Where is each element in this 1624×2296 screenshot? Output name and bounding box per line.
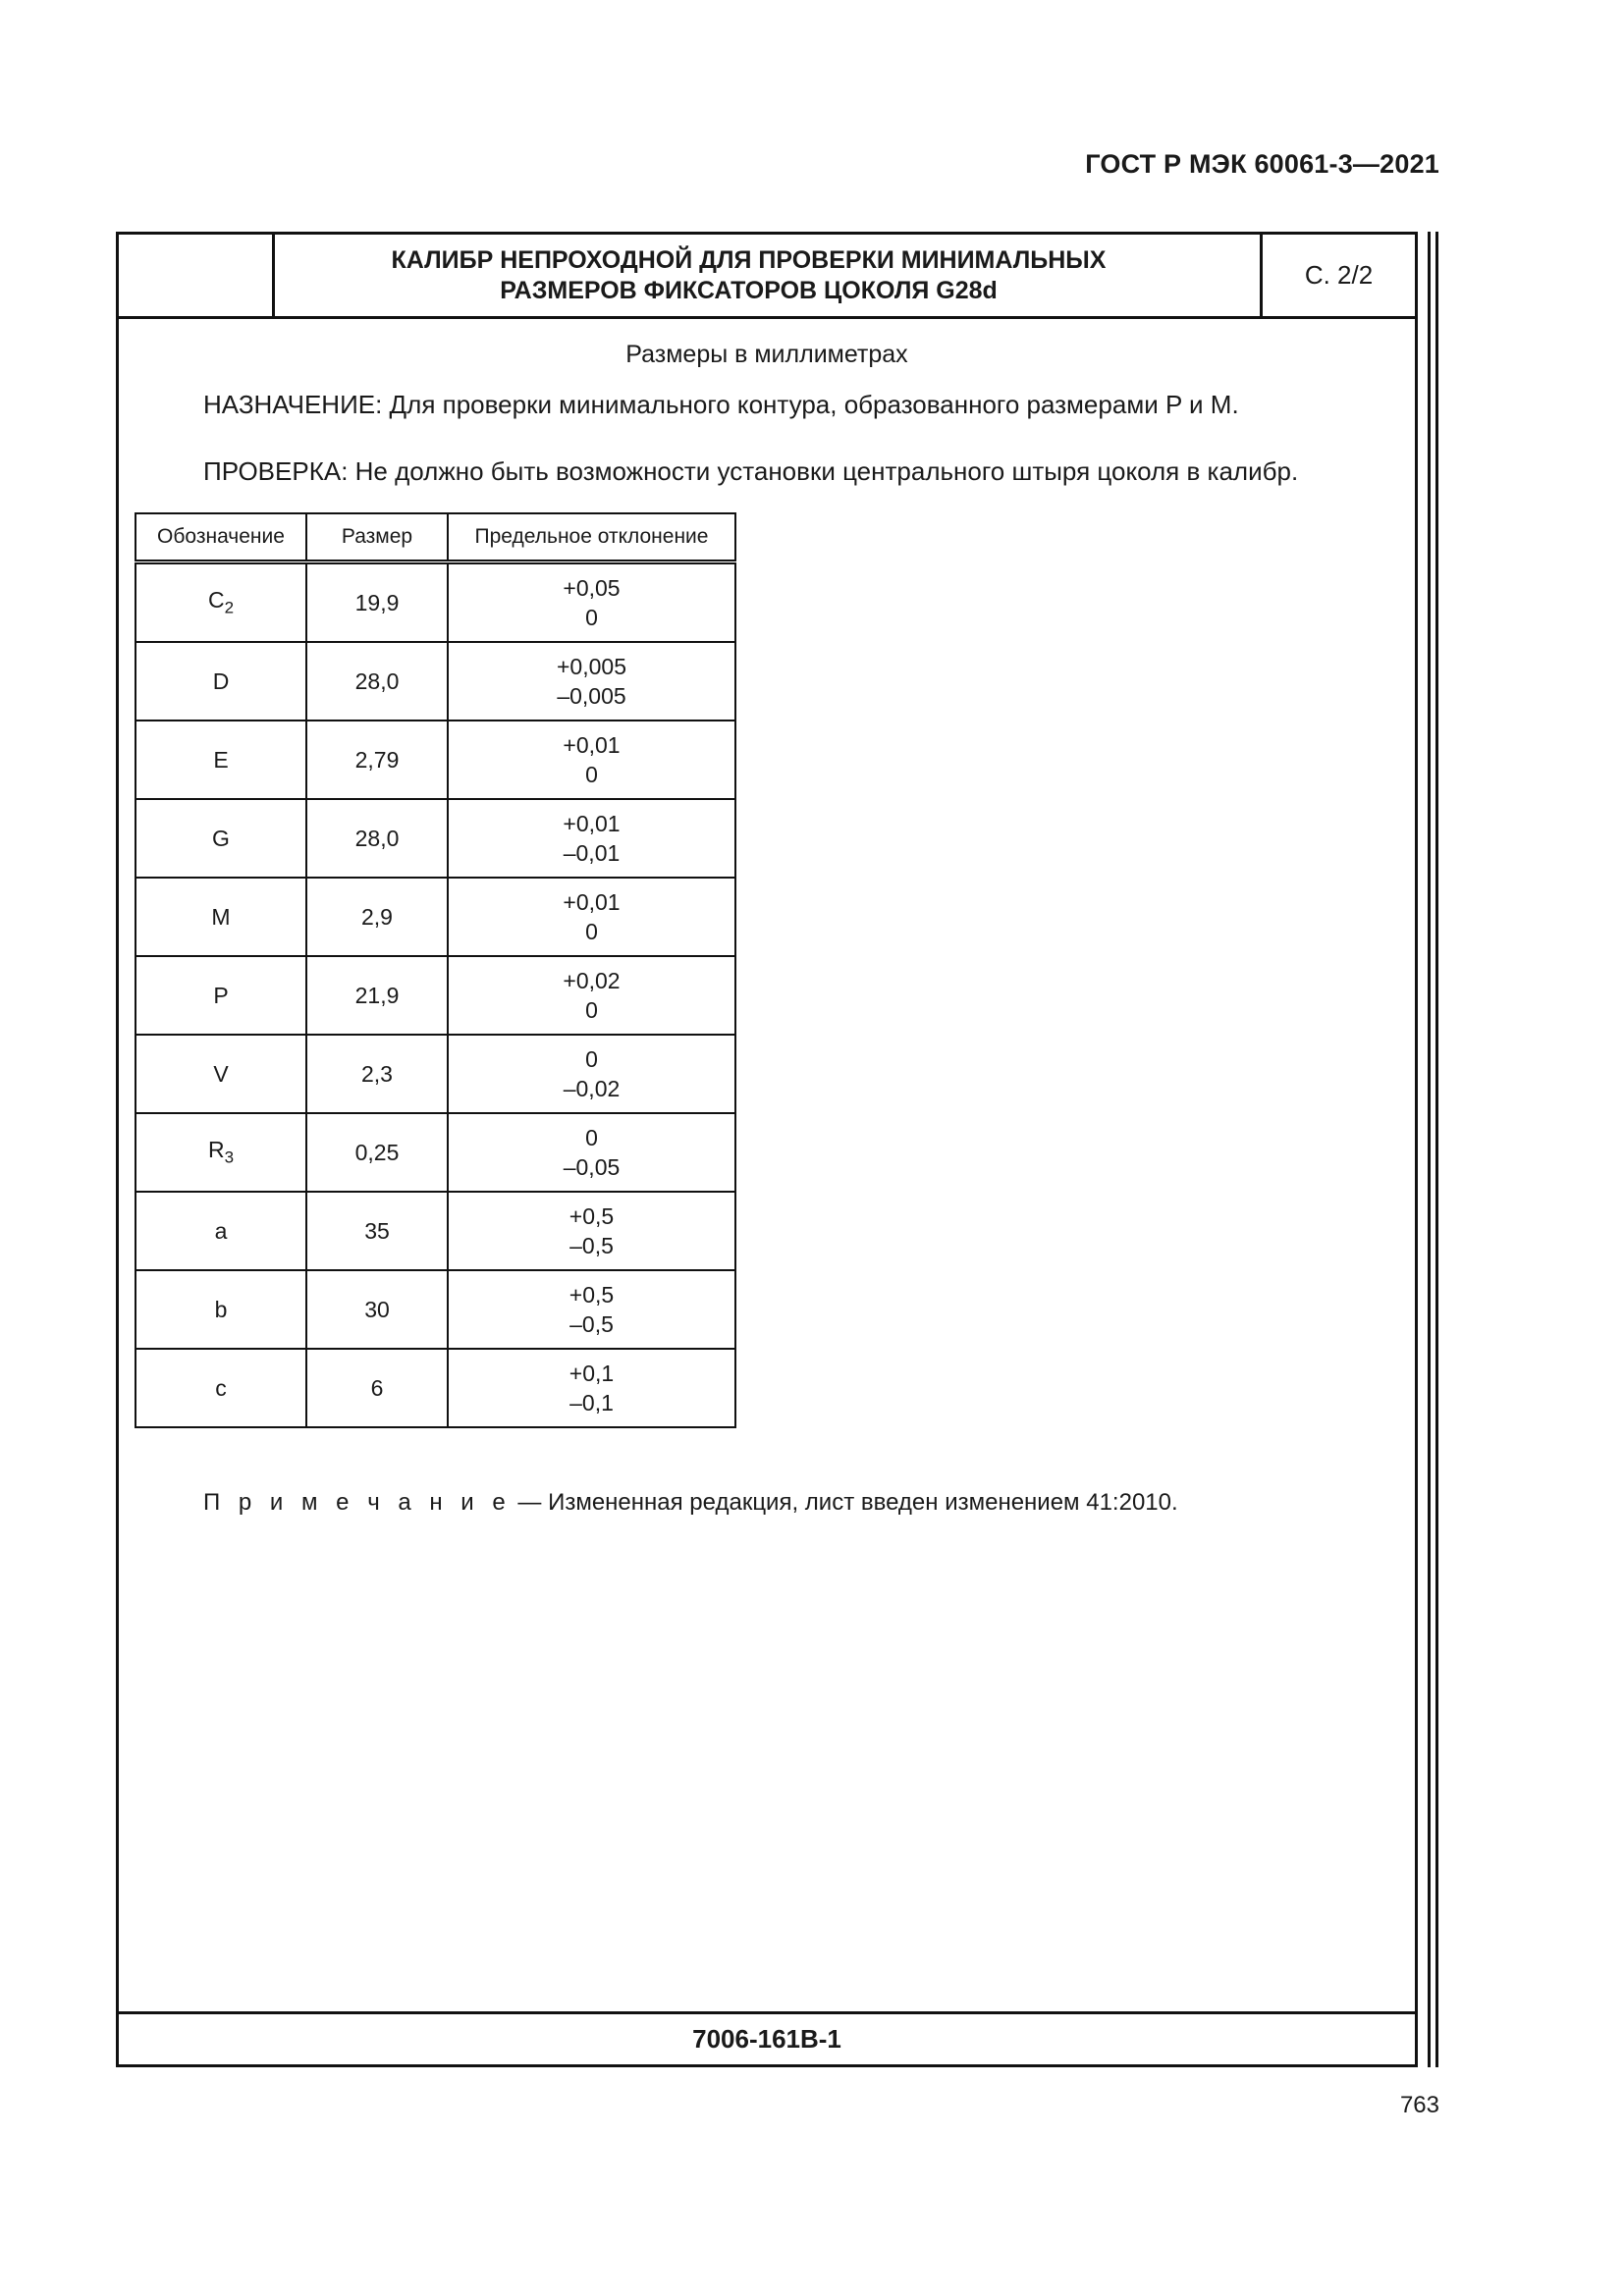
cell-deviation bbox=[448, 956, 735, 1035]
cell-deviation bbox=[448, 721, 735, 799]
cell-size: 28,0 bbox=[306, 799, 448, 878]
check-text: ПРОВЕРКА: Не должно быть возможности установки центрального штыря цоколя в калибр. bbox=[203, 456, 1299, 486]
deviation-upper: 0 bbox=[585, 1046, 598, 1072]
deviation-stack bbox=[449, 1201, 734, 1260]
cell-size: 6 bbox=[306, 1349, 448, 1427]
deviation-lower: –0,02 bbox=[563, 1076, 621, 1101]
sheet-frame bbox=[116, 232, 1418, 2067]
deviation-stack bbox=[449, 1044, 734, 1103]
symbol-letter: V bbox=[213, 1060, 229, 1087]
symbol-subscript: 2 bbox=[224, 598, 235, 617]
symbol-letter: C bbox=[207, 587, 225, 614]
cell-deviation bbox=[448, 1270, 735, 1349]
deviation-lower: 0 bbox=[585, 762, 598, 787]
deviation-upper: +0,01 bbox=[563, 732, 621, 758]
cell-deviation bbox=[448, 1113, 735, 1192]
deviation-upper: +0,5 bbox=[568, 1282, 615, 1308]
deviation-upper: +0,1 bbox=[568, 1361, 615, 1386]
deviation-stack bbox=[449, 1280, 734, 1339]
table-header-row bbox=[135, 513, 735, 562]
deviation-stack bbox=[449, 573, 734, 632]
deviation-stack bbox=[449, 966, 734, 1025]
note-text: — Измененная редакция, лист введен изменением 41:2010. bbox=[511, 1489, 1178, 1516]
page-number: 763 bbox=[1399, 2092, 1439, 2118]
dimensions-table bbox=[135, 512, 736, 1428]
deviation-lower: –0,5 bbox=[569, 1233, 614, 1258]
sheet-side-rule bbox=[1435, 232, 1438, 2067]
deviation-lower: 0 bbox=[585, 997, 598, 1023]
cell-size: 28,0 bbox=[306, 642, 448, 721]
sheet-title bbox=[275, 235, 1222, 316]
cell-symbol bbox=[135, 799, 306, 878]
deviation-upper: +0,005 bbox=[557, 654, 626, 679]
deviation-lower: 0 bbox=[585, 919, 598, 944]
deviation-upper: 0 bbox=[585, 1125, 598, 1150]
deviation-lower: –0,1 bbox=[569, 1390, 614, 1415]
cell-symbol bbox=[135, 721, 306, 799]
cell-symbol bbox=[135, 1349, 306, 1427]
cell-symbol bbox=[135, 1192, 306, 1270]
note-label: П р и м е ч а н и е bbox=[203, 1489, 512, 1516]
symbol-letter: E bbox=[213, 746, 229, 773]
deviation-stack bbox=[449, 652, 734, 711]
cell-size: 35 bbox=[306, 1192, 448, 1270]
deviation-upper: +0,5 bbox=[568, 1203, 615, 1229]
symbol-letter: G bbox=[212, 825, 230, 851]
deviation-lower: –0,01 bbox=[563, 840, 621, 866]
deviation-lower: –0,5 bbox=[569, 1311, 614, 1337]
cell-deviation bbox=[448, 562, 735, 643]
symbol-subscript: 3 bbox=[224, 1148, 235, 1167]
symbol-letter: R bbox=[207, 1137, 225, 1163]
cell-size: 21,9 bbox=[306, 956, 448, 1035]
deviation-stack bbox=[449, 1123, 734, 1182]
cell-symbol bbox=[135, 562, 306, 643]
cell-deviation bbox=[448, 878, 735, 956]
col-header-size: Размер bbox=[306, 513, 448, 562]
col-header-deviation: Предельное отклонение bbox=[448, 513, 735, 562]
table-row bbox=[135, 878, 735, 956]
sheet-page-ref: С. 2/2 bbox=[1260, 235, 1415, 316]
deviation-upper: +0,02 bbox=[563, 968, 621, 993]
cell-size: 2,79 bbox=[306, 721, 448, 799]
cell-deviation bbox=[448, 1349, 735, 1427]
symbol-letter: M bbox=[211, 903, 231, 930]
deviation-lower: –0,005 bbox=[557, 683, 626, 709]
cell-size: 2,9 bbox=[306, 878, 448, 956]
cell-size: 19,9 bbox=[306, 562, 448, 643]
document-code: ГОСТ Р МЭК 60061-3—2021 bbox=[1085, 149, 1439, 179]
table-row bbox=[135, 1035, 735, 1113]
sheet-title-line1: КАЛИБР НЕПРОХОДНОЙ ДЛЯ ПРОВЕРКИ МИНИМАЛЬНЫХ bbox=[391, 245, 1107, 274]
cell-size: 0,25 bbox=[306, 1113, 448, 1192]
sheet-title-line2: РАЗМЕРОВ ФИКСАТОРОВ ЦОКОЛЯ G28d bbox=[500, 276, 998, 304]
table-body bbox=[135, 562, 735, 1428]
note bbox=[203, 1489, 1178, 1517]
table-row bbox=[135, 1349, 735, 1427]
table-row bbox=[135, 1192, 735, 1270]
cell-symbol bbox=[135, 1113, 306, 1192]
sheet-header bbox=[119, 235, 1415, 319]
table-row bbox=[135, 562, 735, 643]
deviation-lower: 0 bbox=[585, 605, 598, 630]
cell-size: 30 bbox=[306, 1270, 448, 1349]
cell-size: 2,3 bbox=[306, 1035, 448, 1113]
symbol-letter: c bbox=[215, 1374, 227, 1401]
cell-symbol bbox=[135, 642, 306, 721]
purpose-text: НАЗНАЧЕНИЕ: Для проверки минимального контура, образованного размерами P и M. bbox=[203, 390, 1239, 419]
table-row bbox=[135, 721, 735, 799]
header-empty-cell bbox=[119, 235, 275, 316]
symbol-letter: b bbox=[214, 1296, 228, 1322]
col-header-symbol: Обозначение bbox=[135, 513, 306, 562]
cell-symbol bbox=[135, 1270, 306, 1349]
symbol-letter: D bbox=[212, 667, 230, 694]
sheet-footer-code: 7006-161B-1 bbox=[119, 2011, 1415, 2064]
table-row bbox=[135, 799, 735, 878]
cell-deviation bbox=[448, 799, 735, 878]
deviation-upper: +0,01 bbox=[563, 889, 621, 915]
units-caption: Размеры в миллиметрах bbox=[625, 341, 908, 368]
symbol-letter: P bbox=[213, 982, 229, 1008]
table-row bbox=[135, 956, 735, 1035]
deviation-upper: +0,01 bbox=[563, 811, 621, 836]
table-row bbox=[135, 1113, 735, 1192]
sheet-side-rule bbox=[1428, 232, 1431, 2067]
cell-deviation bbox=[448, 1035, 735, 1113]
cell-symbol bbox=[135, 878, 306, 956]
deviation-upper: +0,05 bbox=[563, 575, 621, 601]
deviation-stack bbox=[449, 730, 734, 789]
cell-deviation bbox=[448, 642, 735, 721]
deviation-stack bbox=[449, 887, 734, 946]
symbol-letter: a bbox=[214, 1217, 228, 1244]
table-row bbox=[135, 642, 735, 721]
deviation-stack bbox=[449, 1359, 734, 1417]
cell-symbol bbox=[135, 956, 306, 1035]
deviation-stack bbox=[449, 809, 734, 868]
table-row bbox=[135, 1270, 735, 1349]
cell-symbol bbox=[135, 1035, 306, 1113]
deviation-lower: –0,05 bbox=[563, 1154, 621, 1180]
cell-deviation bbox=[448, 1192, 735, 1270]
